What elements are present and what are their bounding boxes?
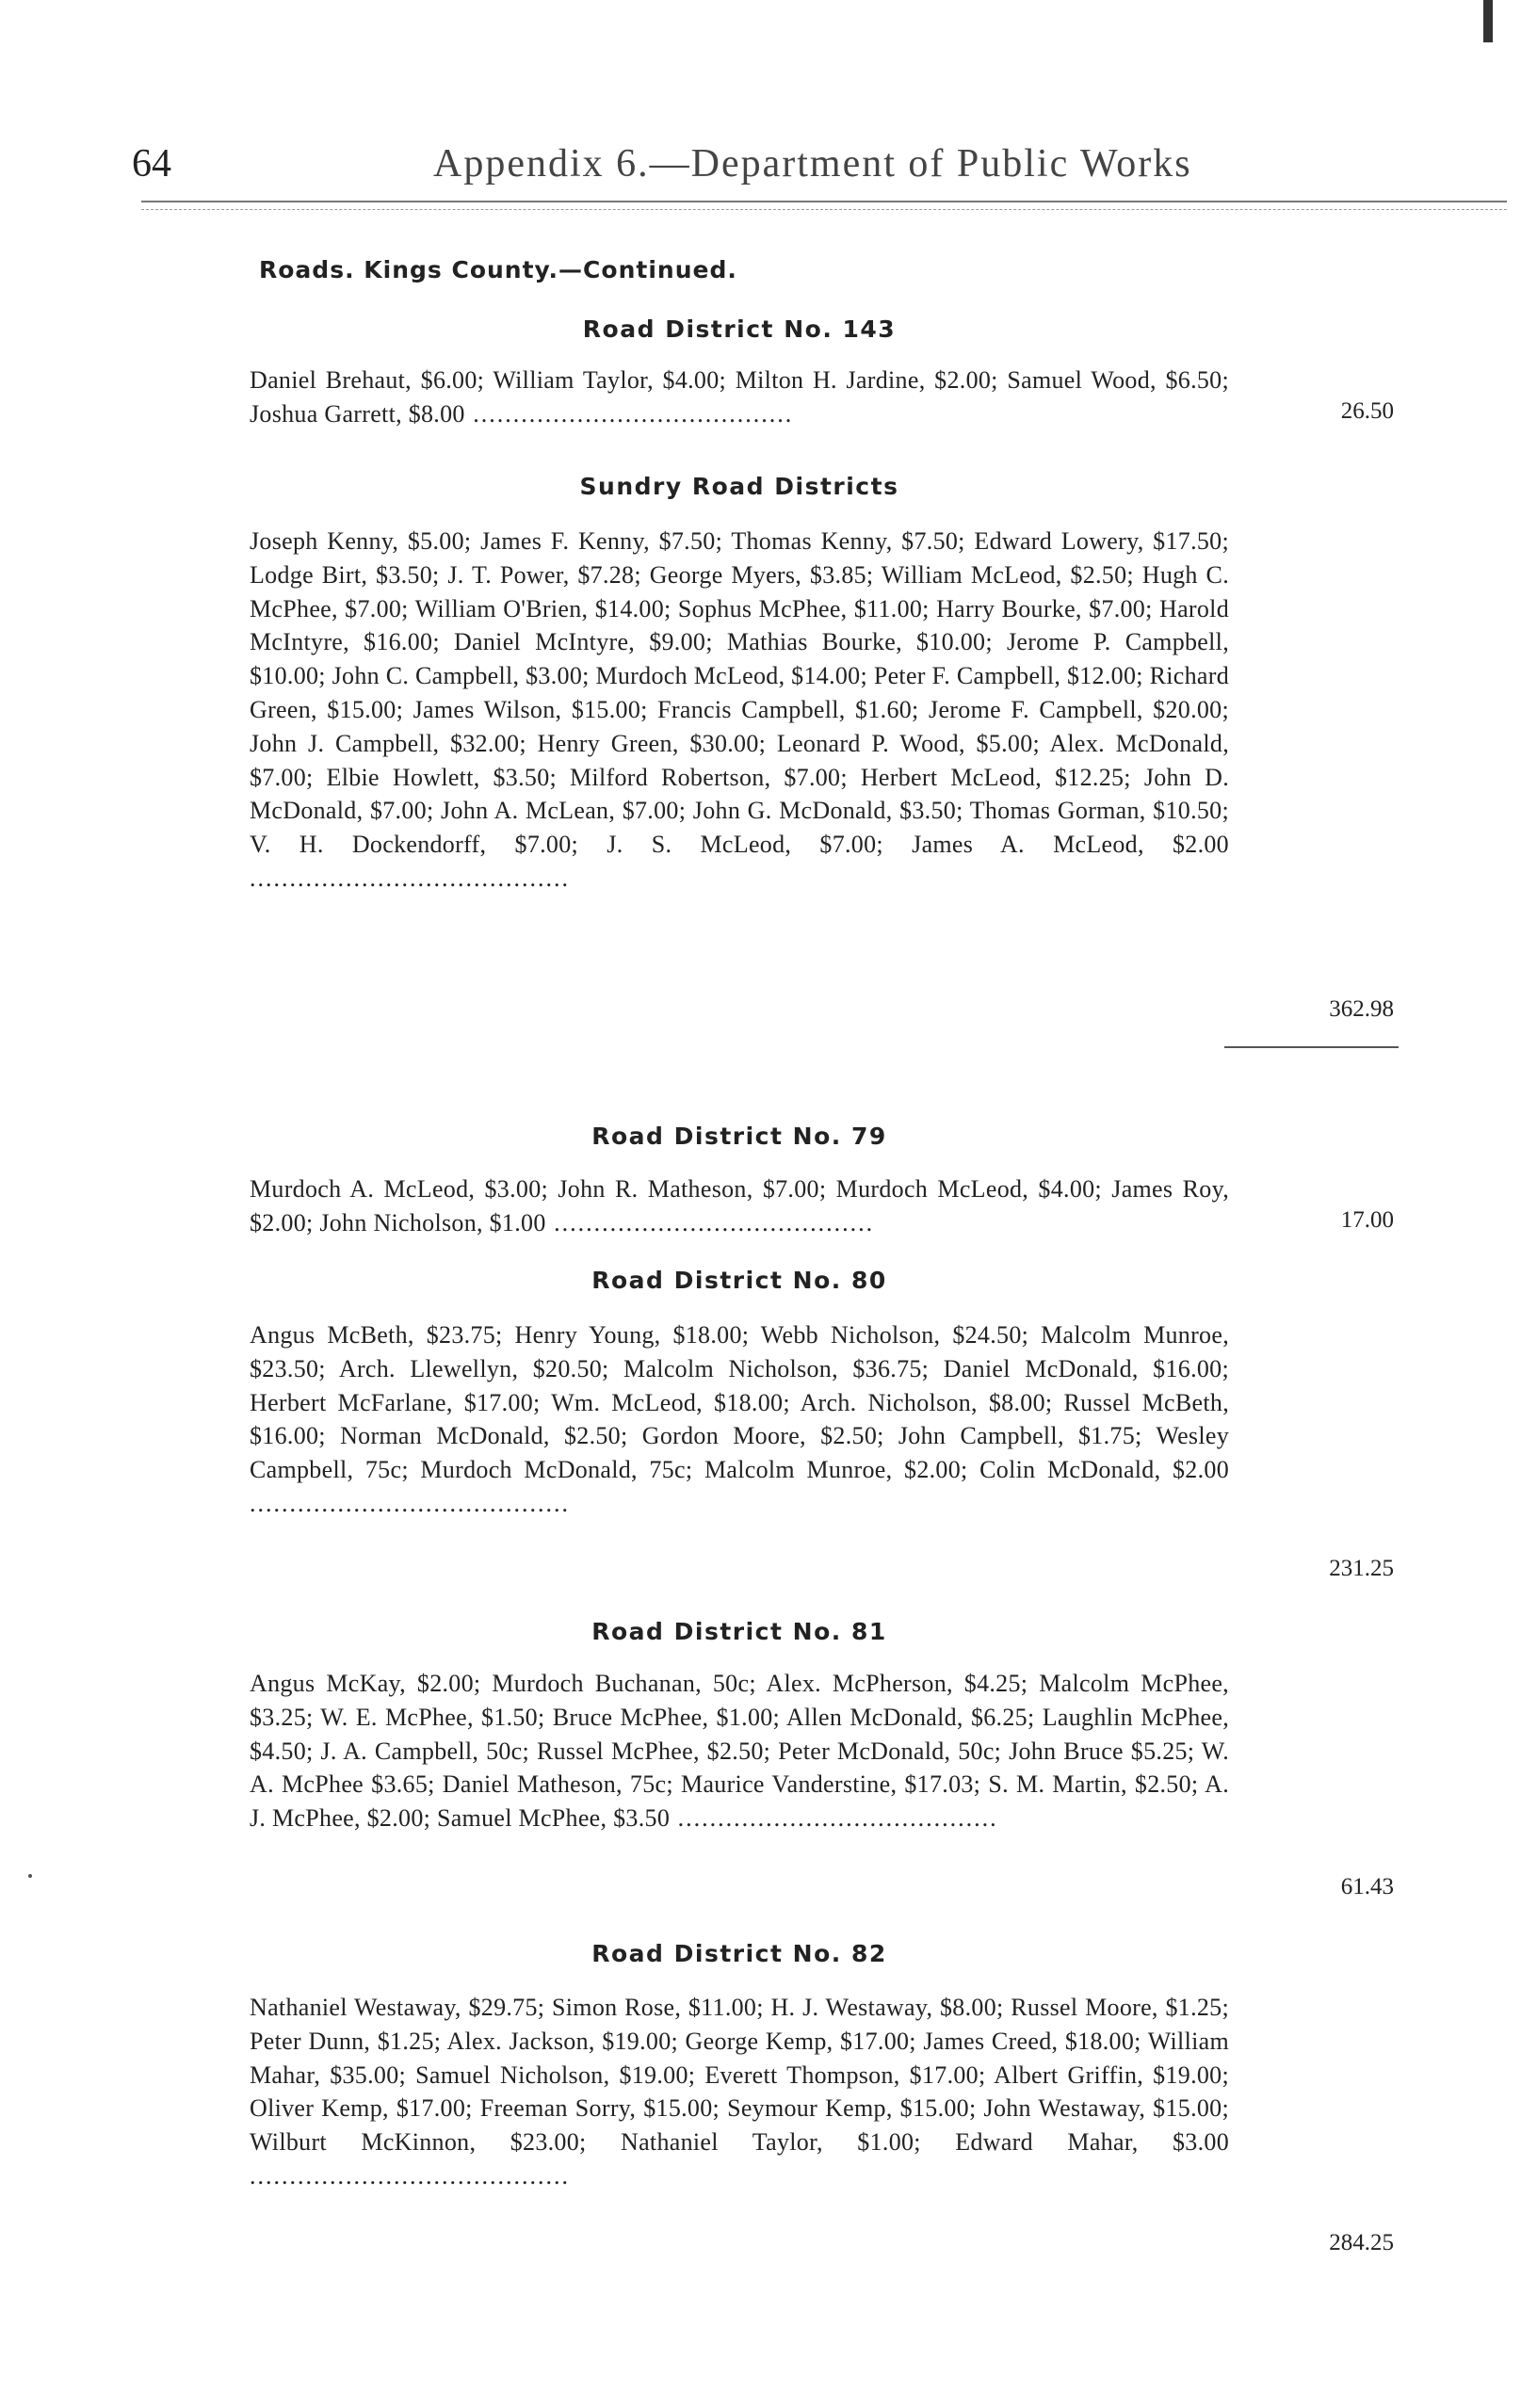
scan-edge-mark xyxy=(1483,0,1493,42)
district-entry: Daniel Brehaut, $6.00; William Taylor, $4.00; Milton H. Jardine, $2.00; Samuel Wood, $6.50; Joshua Garrett, $8.00 ..... xyxy=(250,364,1229,431)
total-rule xyxy=(1224,1046,1399,1048)
margin-speck xyxy=(28,1874,32,1878)
district-total: 26.50 xyxy=(1340,398,1394,424)
district-heading: Road District No. 80 xyxy=(591,1267,887,1294)
district-total: 362.98 xyxy=(1329,996,1394,1022)
section-title: Roads. Kings County.—Continued. xyxy=(259,256,737,283)
header-rule-dashed xyxy=(141,209,1507,210)
district-total: 61.43 xyxy=(1340,1874,1394,1899)
district-total: 231.25 xyxy=(1329,1556,1394,1581)
running-head: Appendix 6.—Department of Public Works xyxy=(433,142,1192,186)
district-entry: Nathaniel Westaway, $29.75; Simon Rose, $11.00; H. J. Westaway, $8.00; Russel Moore, $1.25; Peter Dunn, $1.25; Alex. Jackson, $19.00; George Kemp, $17.00; James Creed, $18.00; William Mahar, $35.00; Samuel Nicholson, $19.00; Everett Thompson, $17.00; Albert Griffin, $19.00; Oliver Kemp, $17.00; Freeman Sorry, $15.00; Seymour Kemp, $15.00; John Westaway, $15.00; Wilburt McKinnon, $23.00; Nathaniel Taylor, $1.00; Edward Mahar, $3.00 ..... xyxy=(250,1991,1229,2193)
page-number: 64 xyxy=(132,142,171,186)
district-entry: Angus McKay, $2.00; Murdoch Buchanan, 50c; Alex. McPherson, $4.25; Malcolm McPhee, $3.25; W. E. McPhee, $1.50; Bruce McPhee, $1.00; Allen McDonald, $6.25; Laughlin McPhee, $4.50; J. A. Campbell, 50c; Russel McPhee, $2.50; Peter McDonald, 50c; John Bruce $5.25; W. A. McPhee $3.65; Daniel Matheson, 75c; Maurice Vanderstine, $17.03; S. M. Martin, $2.50; A. J. McPhee, $2.00; Samuel McPhee, $3.50 ..... xyxy=(250,1667,1229,1835)
district-entry: Joseph Kenny, $5.00; James F. Kenny, $7.50; Thomas Kenny, $7.50; Edward Lowery, $17.50; Lodge Birt, $3.50; J. T. Power, $7.28; George Myers, $3.85; William McLeod, $2.50; Hugh C. McPhee, $7.00; William O'Brien, $14.00; Sophus McPhee, $11.00; Harry Bourke, $7.00; Harold McIntyre, $16.00; Daniel McIntyre, $9.00; Mathias Bourke, $10.00; Jerome P. Campbell, $10.00; John C. Campbell, $3.00; Murdoch McLeod, $14.00; Peter F. Campbell, $12.00; Richard Green, $15.00; James Wilson, $15.00; Francis Campbell, $1.60; Jerome F. Campbell, $20.00; John J. Campbell, $32.00; Henry Green, $30.00; Leonard P. Wood, $5.00; Alex. McDonald, $7.00; Elbie Howlett, $3.50; Milford Robertson, $7.00; Herbert McLeod, $12.25; John D. McDonald, $7.00; John A. McLean, $7.00; John G. McDonald, $3.50; Thomas Gorman, $10.50; V. H. Dockendorff, $7.00; J. S. McLeod, $7.00; James A. McLeod, $2.00 ..... xyxy=(250,525,1229,896)
district-total: 284.25 xyxy=(1329,2230,1394,2255)
header-rule xyxy=(141,201,1507,202)
district-entry: Angus McBeth, $23.75; Henry Young, $18.00; Webb Nicholson, $24.50; Malcolm Munroe, $23.50; Arch. Llewellyn, $20.50; Malcolm Nicholson, $36.75; Daniel McDonald, $16.00; Herbert McFarlane, $17.00; Wm. McLeod, $18.00; Arch. Nicholson, $8.00; Russel McBeth, $16.00; Norman McDonald, $2.50; Gordon Moore, $2.50; John Campbell, $1.75; Wesley Campbell, 75c; Murdoch McDonald, 75c; Malcolm Munroe, $2.00; Colin McDonald, $2.00 ..... xyxy=(250,1318,1229,1521)
district-entry: Murdoch A. McLeod, $3.00; John R. Matheson, $7.00; Murdoch McLeod, $4.00; James Roy, $2.00; John Nicholson, $1.00 ..... xyxy=(250,1172,1229,1240)
district-heading: Road District No. 82 xyxy=(591,1940,887,1967)
district-heading: Road District No. 79 xyxy=(591,1123,887,1150)
district-heading: Road District No. 143 xyxy=(582,315,897,343)
district-heading: Sundry Road Districts xyxy=(579,473,899,500)
district-heading: Road District No. 81 xyxy=(591,1618,887,1645)
district-total: 17.00 xyxy=(1340,1207,1394,1233)
